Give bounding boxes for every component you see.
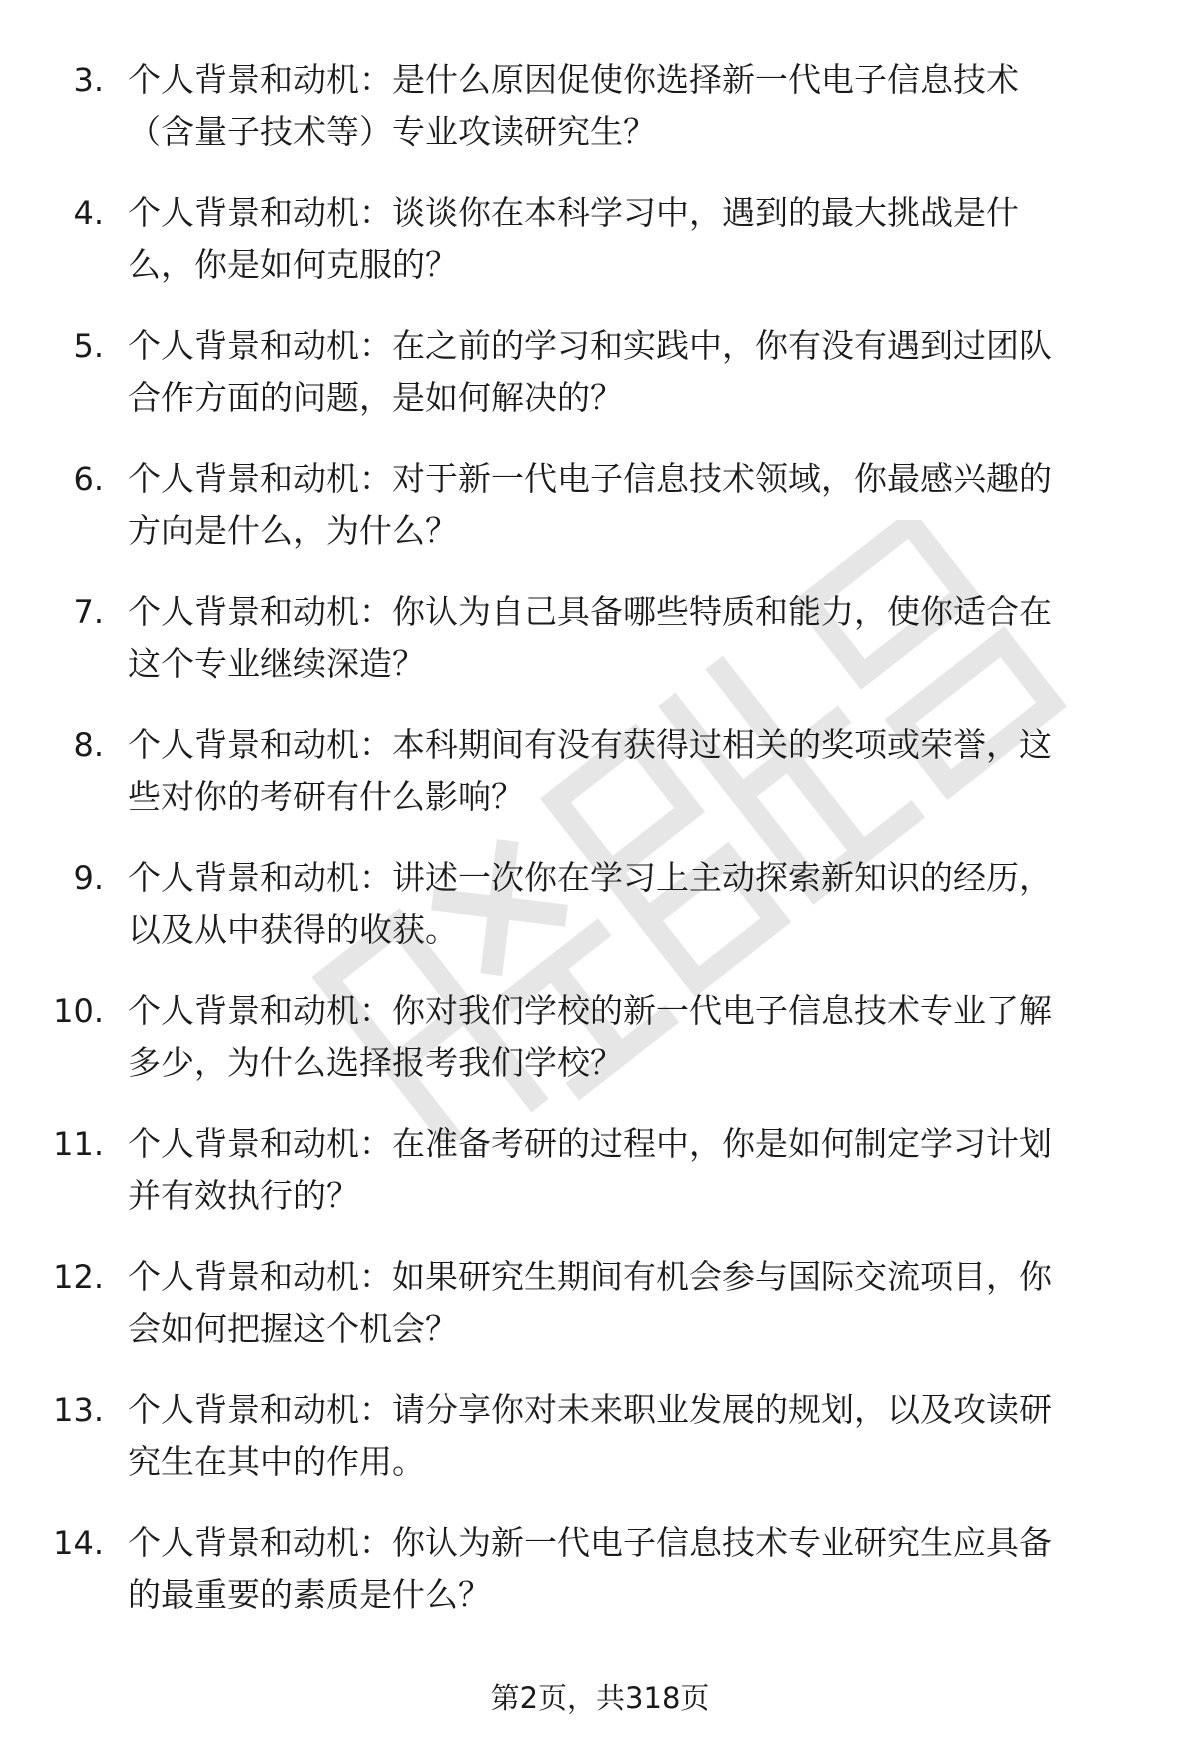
- question-text: 个人背景和动机：你认为自己具备哪些特质和能力，使你适合在 这个专业继续深造？: [128, 592, 1052, 683]
- question-item: [0, 852, 1200, 985]
- question-item: [0, 1517, 1200, 1650]
- question-item: [0, 985, 1200, 1118]
- question-text: 个人背景和动机：在准备考研的过程中，你是如何制定学习计划 并有效执行的？: [128, 1124, 1052, 1215]
- question-item: [0, 1118, 1200, 1251]
- question-number: 4.: [73, 194, 104, 232]
- question-number: 6.: [73, 460, 104, 498]
- question-number: 12.: [53, 1258, 104, 1296]
- question-item: [0, 54, 1200, 187]
- question-text: 个人背景和动机：如果研究生期间有机会参与国际交流项目，你 会如何把握这个机会？: [128, 1257, 1052, 1348]
- question-number: 8.: [73, 726, 104, 764]
- question-item: [0, 1251, 1200, 1384]
- question-item: [0, 586, 1200, 719]
- question-number: 10.: [53, 992, 104, 1030]
- question-number: 3.: [73, 61, 104, 99]
- question-item: [0, 320, 1200, 453]
- question-item: [0, 453, 1200, 586]
- question-item: [0, 1384, 1200, 1517]
- question-number: 9.: [73, 859, 104, 897]
- question-number: 7.: [73, 593, 104, 631]
- question-text: 个人背景和动机：在之前的学习和实践中，你有没有遇到过团队 合作方面的问题，是如何解决的？: [128, 326, 1052, 417]
- question-text: 个人背景和动机：是什么原因促使你选择新一代电子信息技术 （含量子技术等）专业攻读研究生？: [128, 60, 1019, 151]
- question-text: 个人背景和动机：请分享你对未来职业发展的规划，以及攻读研 究生在其中的作用。: [128, 1390, 1052, 1481]
- question-text: 个人背景和动机：本科期间有没有获得过相关的奖项或荣誉，这 些对你的考研有什么影响？: [128, 725, 1052, 816]
- question-number: 14.: [53, 1524, 104, 1562]
- question-item: [0, 187, 1200, 320]
- question-text: 个人背景和动机：对于新一代电子信息技术领域，你最感兴趣的 方向是什么，为什么？: [128, 459, 1052, 550]
- question-text: 个人背景和动机：谈谈你在本科学习中，遇到的最大挑战是什 么，你是如何克服的？: [128, 193, 1019, 284]
- question-number: 13.: [53, 1391, 104, 1429]
- question-list: [0, 54, 1200, 1650]
- question-item: [0, 719, 1200, 852]
- question-text: 个人背景和动机：你对我们学校的新一代电子信息技术专业了解 多少，为什么选择报考我们学校？: [128, 991, 1052, 1082]
- question-number: 5.: [73, 327, 104, 365]
- question-number: 11.: [53, 1125, 104, 1163]
- page-number-footer: 第2页，共318页: [490, 1681, 710, 1715]
- question-text: 个人背景和动机：你认为新一代电子信息技术专业研究生应具备 的最重要的素质是什么？: [128, 1523, 1052, 1614]
- question-text: 个人背景和动机：讲述一次你在学习上主动探索新知识的经历， 以及从中获得的收获。: [128, 858, 1052, 949]
